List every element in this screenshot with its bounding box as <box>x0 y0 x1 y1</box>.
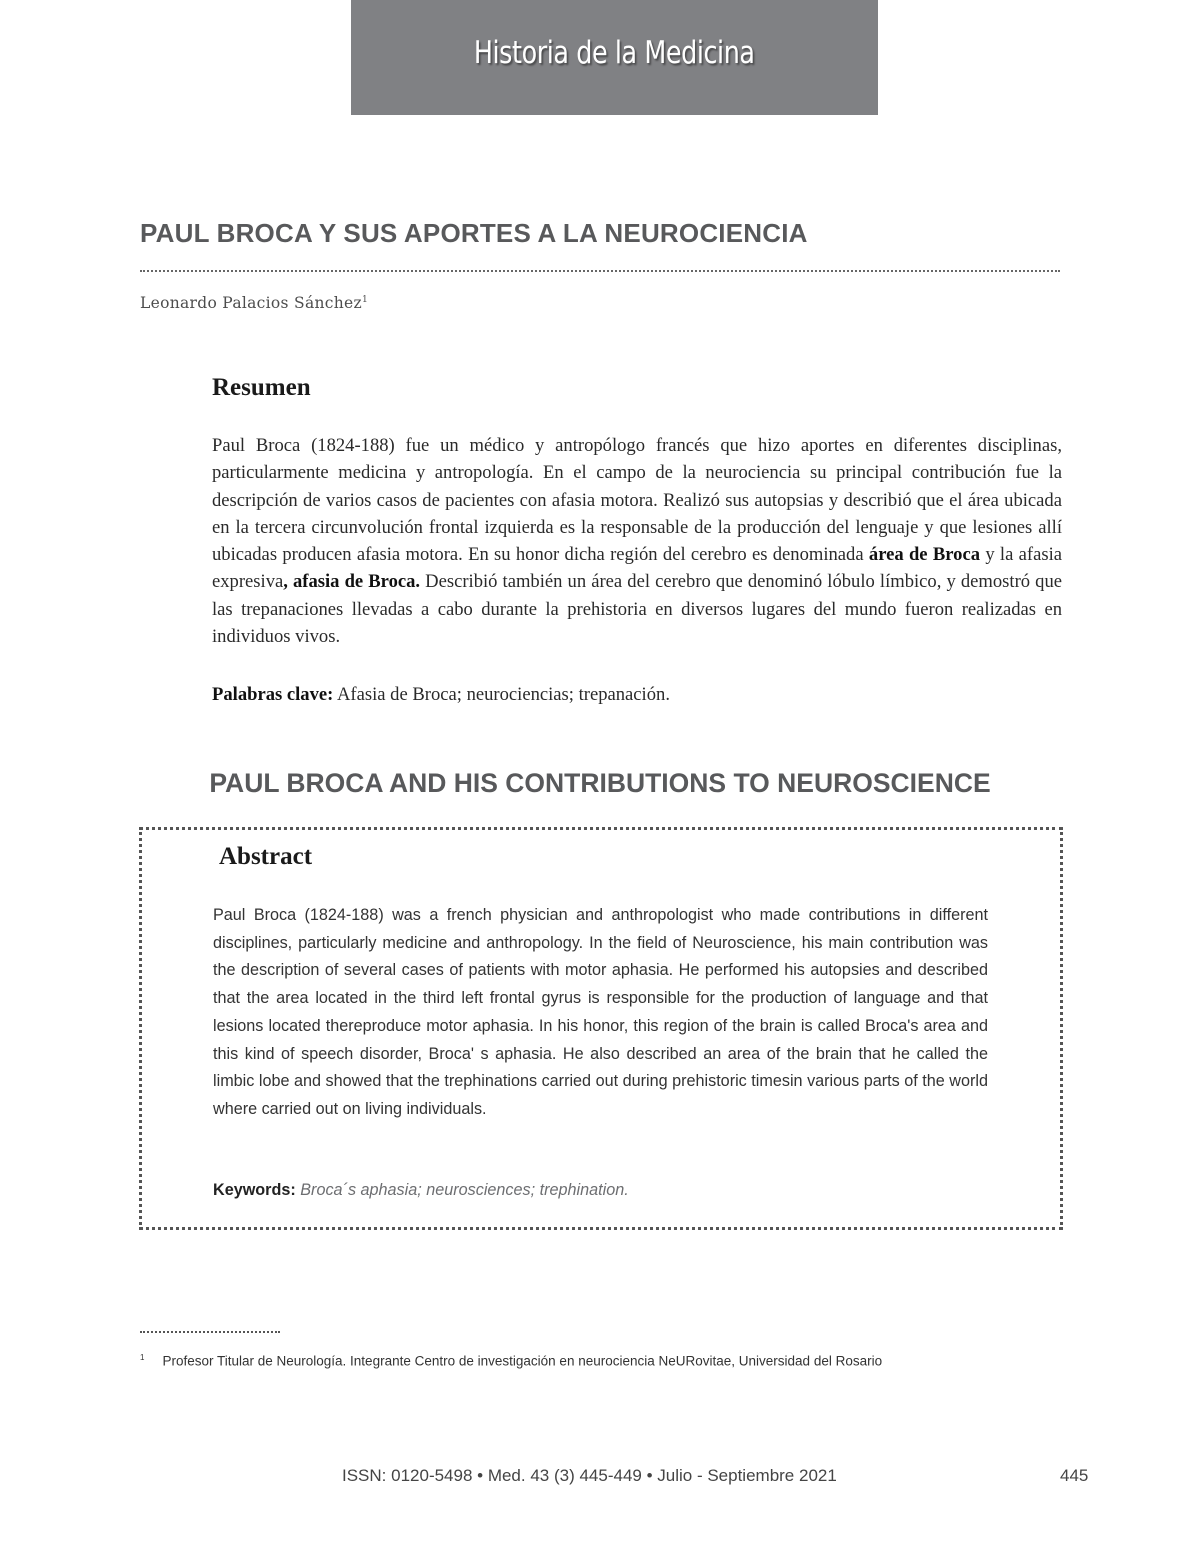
resumen-text-2: y la afasia expresiva <box>212 544 1062 593</box>
footnote <box>140 1353 882 1369</box>
author-footnote-marker[interactable]: 1 <box>361 294 369 305</box>
footnote-text: Profesor Titular de Neurología. Integrante Centro de investigación en neurociencia NeURovitae, Universidad del Rosario <box>162 1353 883 1369</box>
resumen-heading: Resumen <box>212 374 311 401</box>
footnote-divider <box>140 1331 280 1333</box>
page-number: 445 <box>1060 1466 1089 1485</box>
palabras-clave-values: Afasia de Broca; neurociencias; trepanación. <box>333 684 670 705</box>
footnote-marker: 1 <box>140 1353 145 1362</box>
article-title-english: PAUL BROCA AND HIS CONTRIBUTIONS TO NEUROSCIENCE <box>209 768 991 798</box>
section-banner <box>351 0 878 115</box>
resumen-text-3: Describió también un área del cerebro que denominó lóbulo límbico, y demostró que las trepanaciones llevadas a cabo durante la prehistoria en diversos lugares del mundo fueron realizadas en individuos vivos. <box>212 571 1062 648</box>
resumen-text-1: Paul Broca (1824-188) fue un médico y antropólogo francés que hizo aportes en diferentes disciplinas, particularmente medicina y antropología. En el campo de la neurociencia su principal contribución fue la descripción de varios casos de pacientes con afasia motora. Realizó sus autopsias y describió que el área ubicada en la tercera circunvolución frontal izquierda es la responsable de la producción del lenguaje y que lesiones allí ubicadas producen afasia motora. En su honor dicha región del cerebro es denominada <box>212 435 1062 566</box>
title-divider <box>140 270 1060 272</box>
article-title-spanish: PAUL BROCA Y SUS APORTES A LA NEUROCIENCIA <box>140 218 808 248</box>
author-name: Leonardo Palacios Sánchez <box>140 294 362 312</box>
keywords-label: Keywords: <box>213 1181 296 1199</box>
resumen-bold-term-2: , afasia de Broca. <box>283 571 421 593</box>
keywords-values: Broca´s aphasia; neurosciences; trephination. <box>295 1181 629 1199</box>
keywords <box>213 1181 629 1200</box>
palabras-clave-label: Palabras clave: <box>212 684 334 705</box>
palabras-clave <box>212 684 670 706</box>
abstract-body: Paul Broca (1824-188) was a french physician and anthropologist who made contributions in different disciplines, particularly medicine and anthropology. In the field of Neuroscience, his main contribution was the description of several cases of patients with motor aphasia. He performed his autopsies and described that the area located in the third left frontal gyrus is responsible for the production of language and that lesions located thereproduce motor aphasia. In his honor, this region of the brain is called Broca's area and this kind of speech disorder, Broca' s aphasia. He also described an area of the brain that he called the limbic lobe and showed that the trephinations carried out during prehistoric timesin various parts of the world where carried out on living individuals. <box>213 906 988 1118</box>
author-line <box>140 294 368 312</box>
abstract-heading: Abstract <box>219 843 313 870</box>
footer-citation: ISSN: 0120-5498 • Med. 43 (3) 445-449 • Julio - Septiembre 2021 <box>342 1466 837 1485</box>
section-label: Historia de la Medicina <box>474 34 755 71</box>
resumen-body <box>212 432 1062 650</box>
resumen-bold-term-1: área de Broca <box>868 544 981 566</box>
